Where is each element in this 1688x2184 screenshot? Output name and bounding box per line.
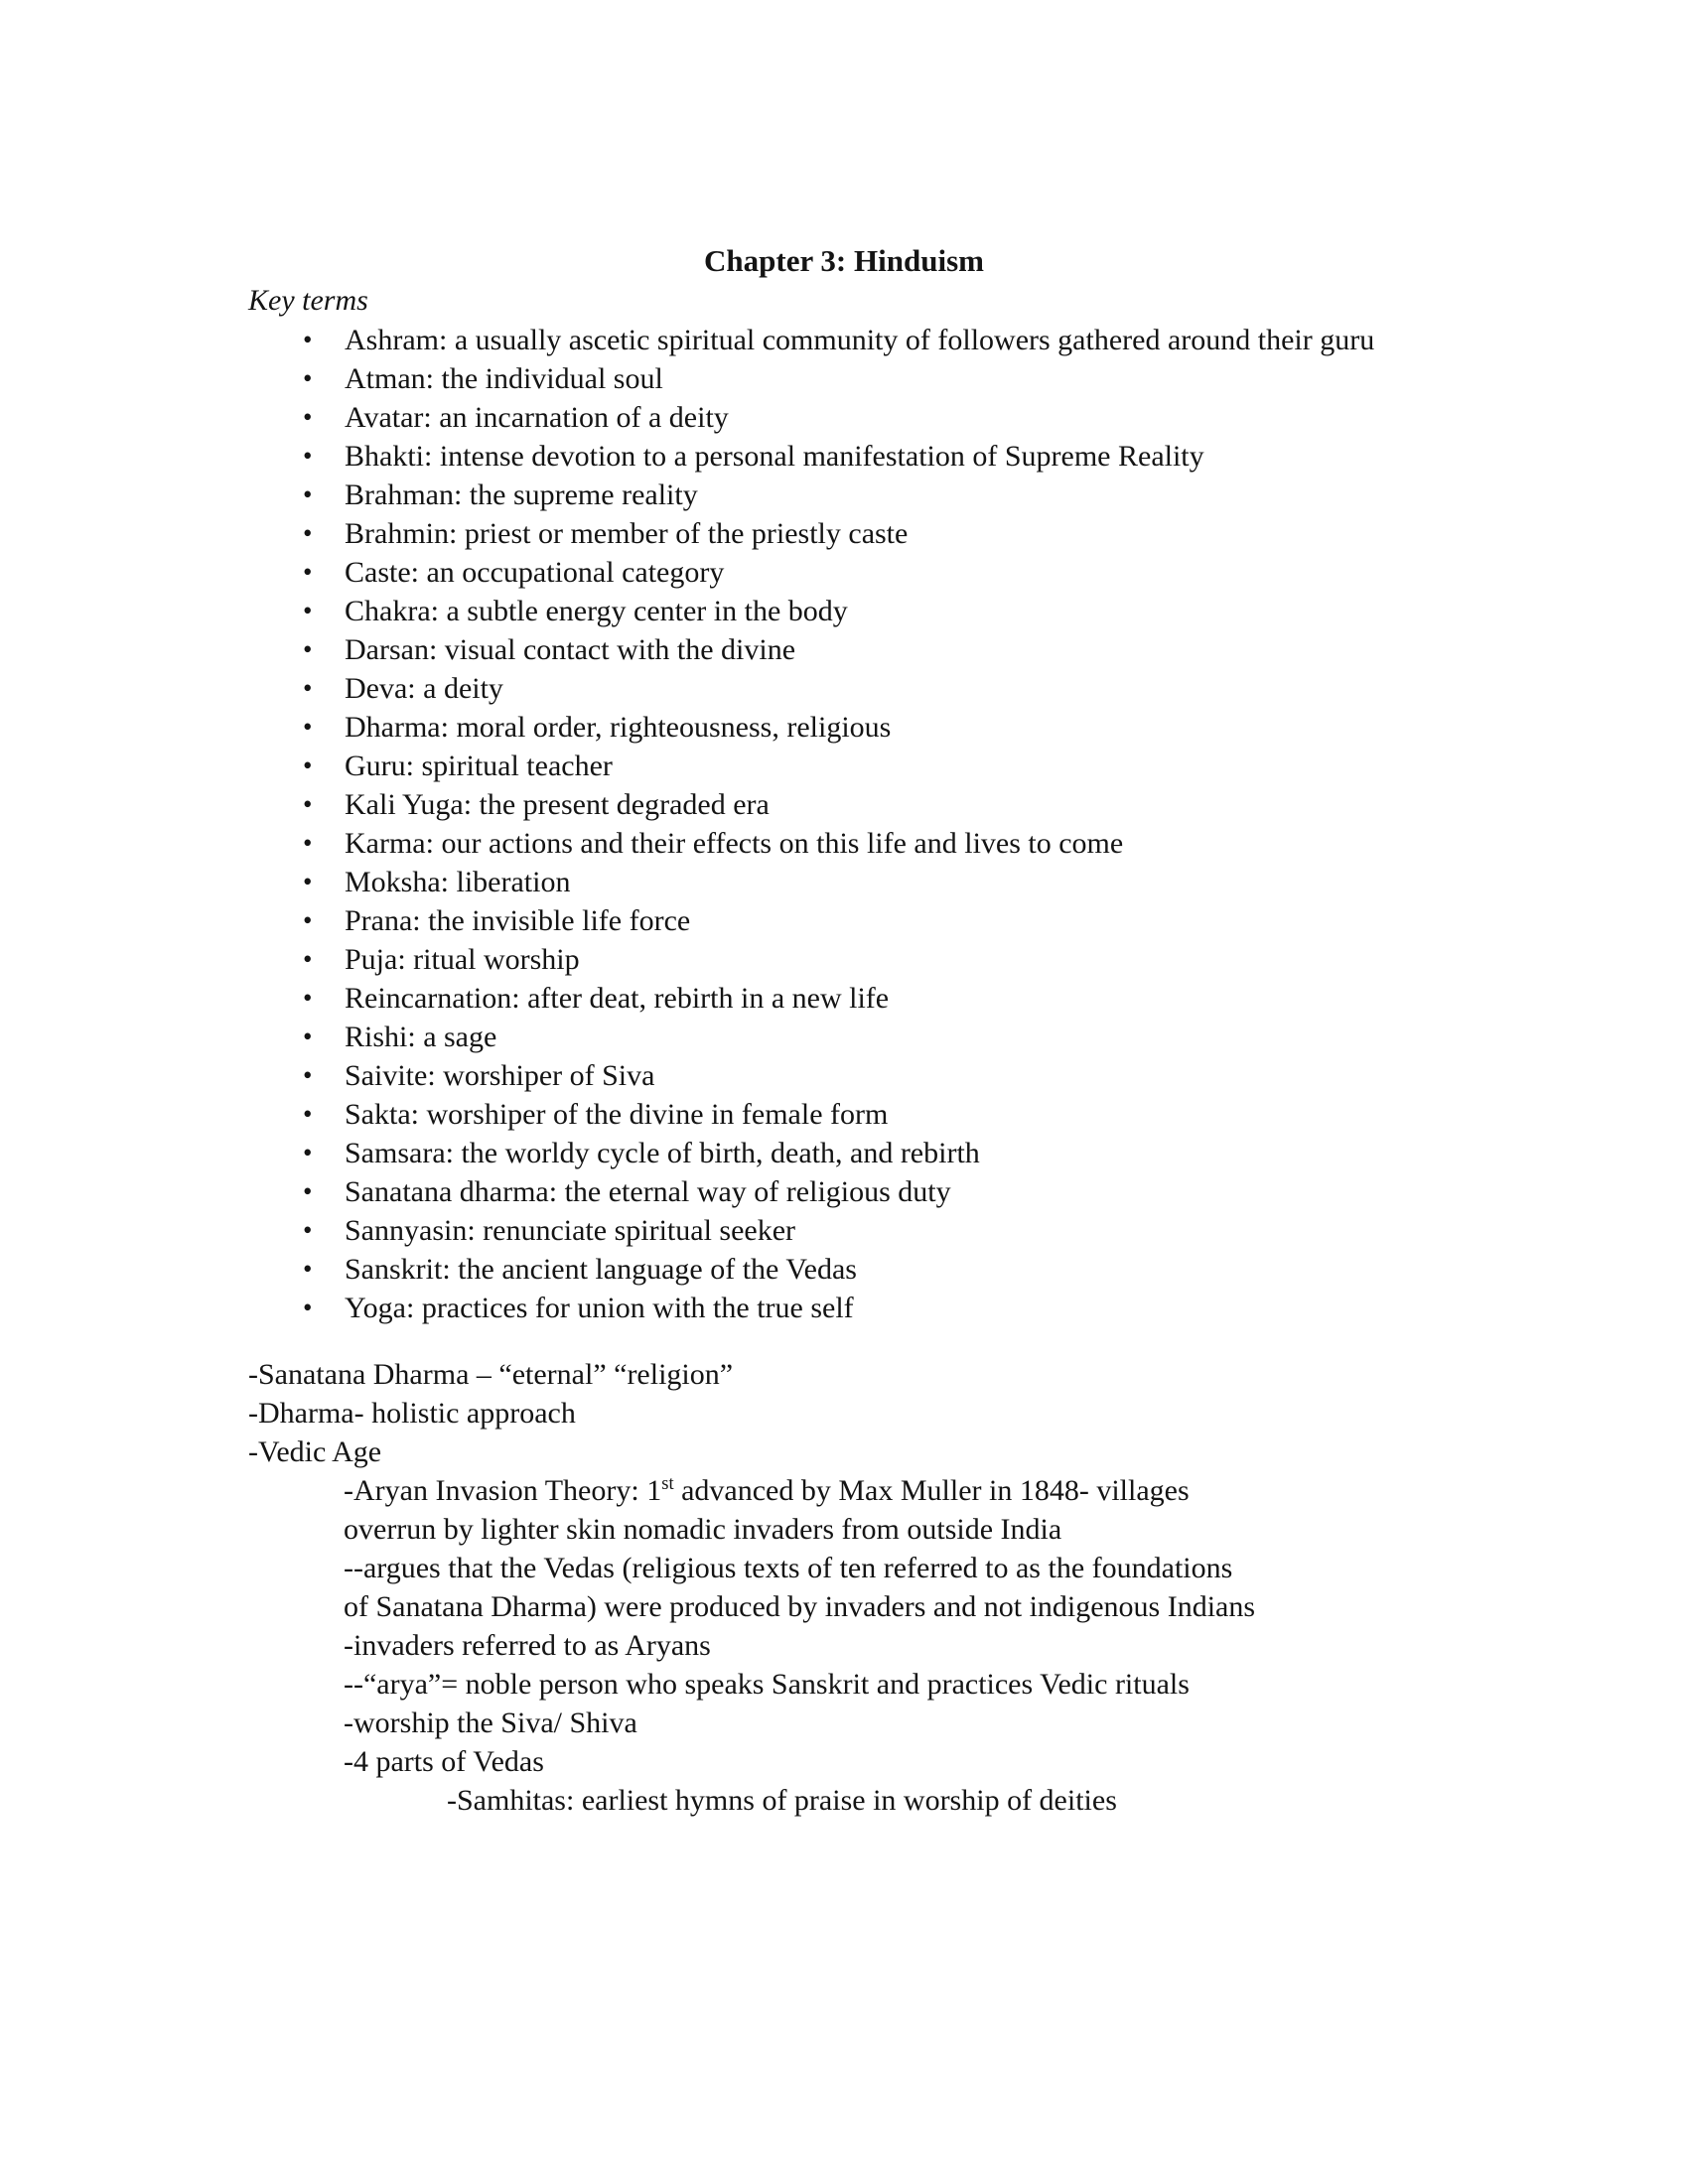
note-dharma: -Dharma- holistic approach [248, 1397, 576, 1430]
note-line: of Sanatana Dharma) were produced by invaders and not indigenous Indians [344, 1590, 1256, 1623]
list-item: • Caste: an occupational category [248, 553, 1430, 592]
list-item: • Samsara: the worldy cycle of birth, death, and rebirth [248, 1134, 1430, 1172]
list-item: • Reincarnation: after deat, rebirth in a new life [248, 979, 1430, 1018]
ordinal-superscript: st [661, 1473, 674, 1494]
list-item: • Dharma: moral order, righteousness, religious [248, 708, 1430, 747]
note-sanatana-dharma: -Sanatana Dharma – “eternal” “religion” [248, 1358, 734, 1391]
list-item: • Darsan: visual contact with the divine [248, 630, 1430, 669]
list-item: • Bhakti: intense devotion to a personal manifestation of Supreme Reality [248, 437, 1430, 476]
note-text: advanced by Max Muller in 1848- villages [673, 1474, 1190, 1507]
list-item: • Ashram: a usually ascetic spiritual community of followers gathered around their guru [248, 321, 1430, 359]
key-terms-heading: Key terms [248, 284, 368, 317]
list-item: • Chakra: a subtle energy center in the body [248, 592, 1430, 630]
list-item: • Sanatana dharma: the eternal way of religious duty [248, 1172, 1430, 1211]
note-line: --argues that the Vedas (religious texts of ten referred to as the foundations [344, 1552, 1233, 1584]
list-item: • Guru: spiritual teacher [248, 747, 1430, 785]
list-item: • Moksha: liberation [248, 863, 1430, 901]
page-title: Chapter 3: Hinduism [704, 243, 984, 278]
list-item: • Sannyasin: renunciate spiritual seeker [248, 1211, 1430, 1250]
list-item: • Brahmin: priest or member of the priestly caste [248, 514, 1430, 553]
list-item: • Brahman: the supreme reality [248, 476, 1430, 514]
list-item: • Avatar: an incarnation of a deity [248, 398, 1430, 437]
list-item: • Yoga: practices for union with the true self [248, 1289, 1430, 1327]
list-item: • Rishi: a sage [248, 1018, 1430, 1056]
notes-section [248, 1355, 1440, 1820]
list-item: • Saivite: worshiper of Siva [248, 1056, 1430, 1095]
note-line: overrun by lighter skin nomadic invaders from outside India [344, 1513, 1062, 1546]
list-item: • Sanskrit: the ancient language of the Vedas [248, 1250, 1430, 1289]
note-line: -worship the Siva/ Shiva [344, 1706, 637, 1739]
note-text: -Aryan Invasion Theory: 1 [344, 1474, 662, 1507]
list-item: • Puja: ritual worship [248, 940, 1430, 979]
list-item: • Atman: the individual soul [248, 359, 1430, 398]
key-terms-list [248, 321, 1440, 1327]
list-item: • Prana: the invisible life force [248, 901, 1430, 940]
note-vedic-age: -Vedic Age [248, 1435, 382, 1468]
list-item: • Karma: our actions and their effects on this life and lives to come [248, 824, 1430, 863]
note-line: -4 parts of Vedas [344, 1745, 544, 1778]
note-aryan-invasion-theory [248, 1471, 1440, 1510]
note-line: --“arya”= noble person who speaks Sanskrit and practices Vedic rituals [344, 1668, 1190, 1701]
list-item: • Sakta: worshiper of the divine in female form [248, 1095, 1430, 1134]
note-samhitas: -Samhitas: earliest hymns of praise in worship of deities [447, 1784, 1117, 1817]
note-line: -invaders referred to as Aryans [344, 1629, 711, 1662]
list-item: • Deva: a deity [248, 669, 1430, 708]
list-item: • Kali Yuga: the present degraded era [248, 785, 1430, 824]
